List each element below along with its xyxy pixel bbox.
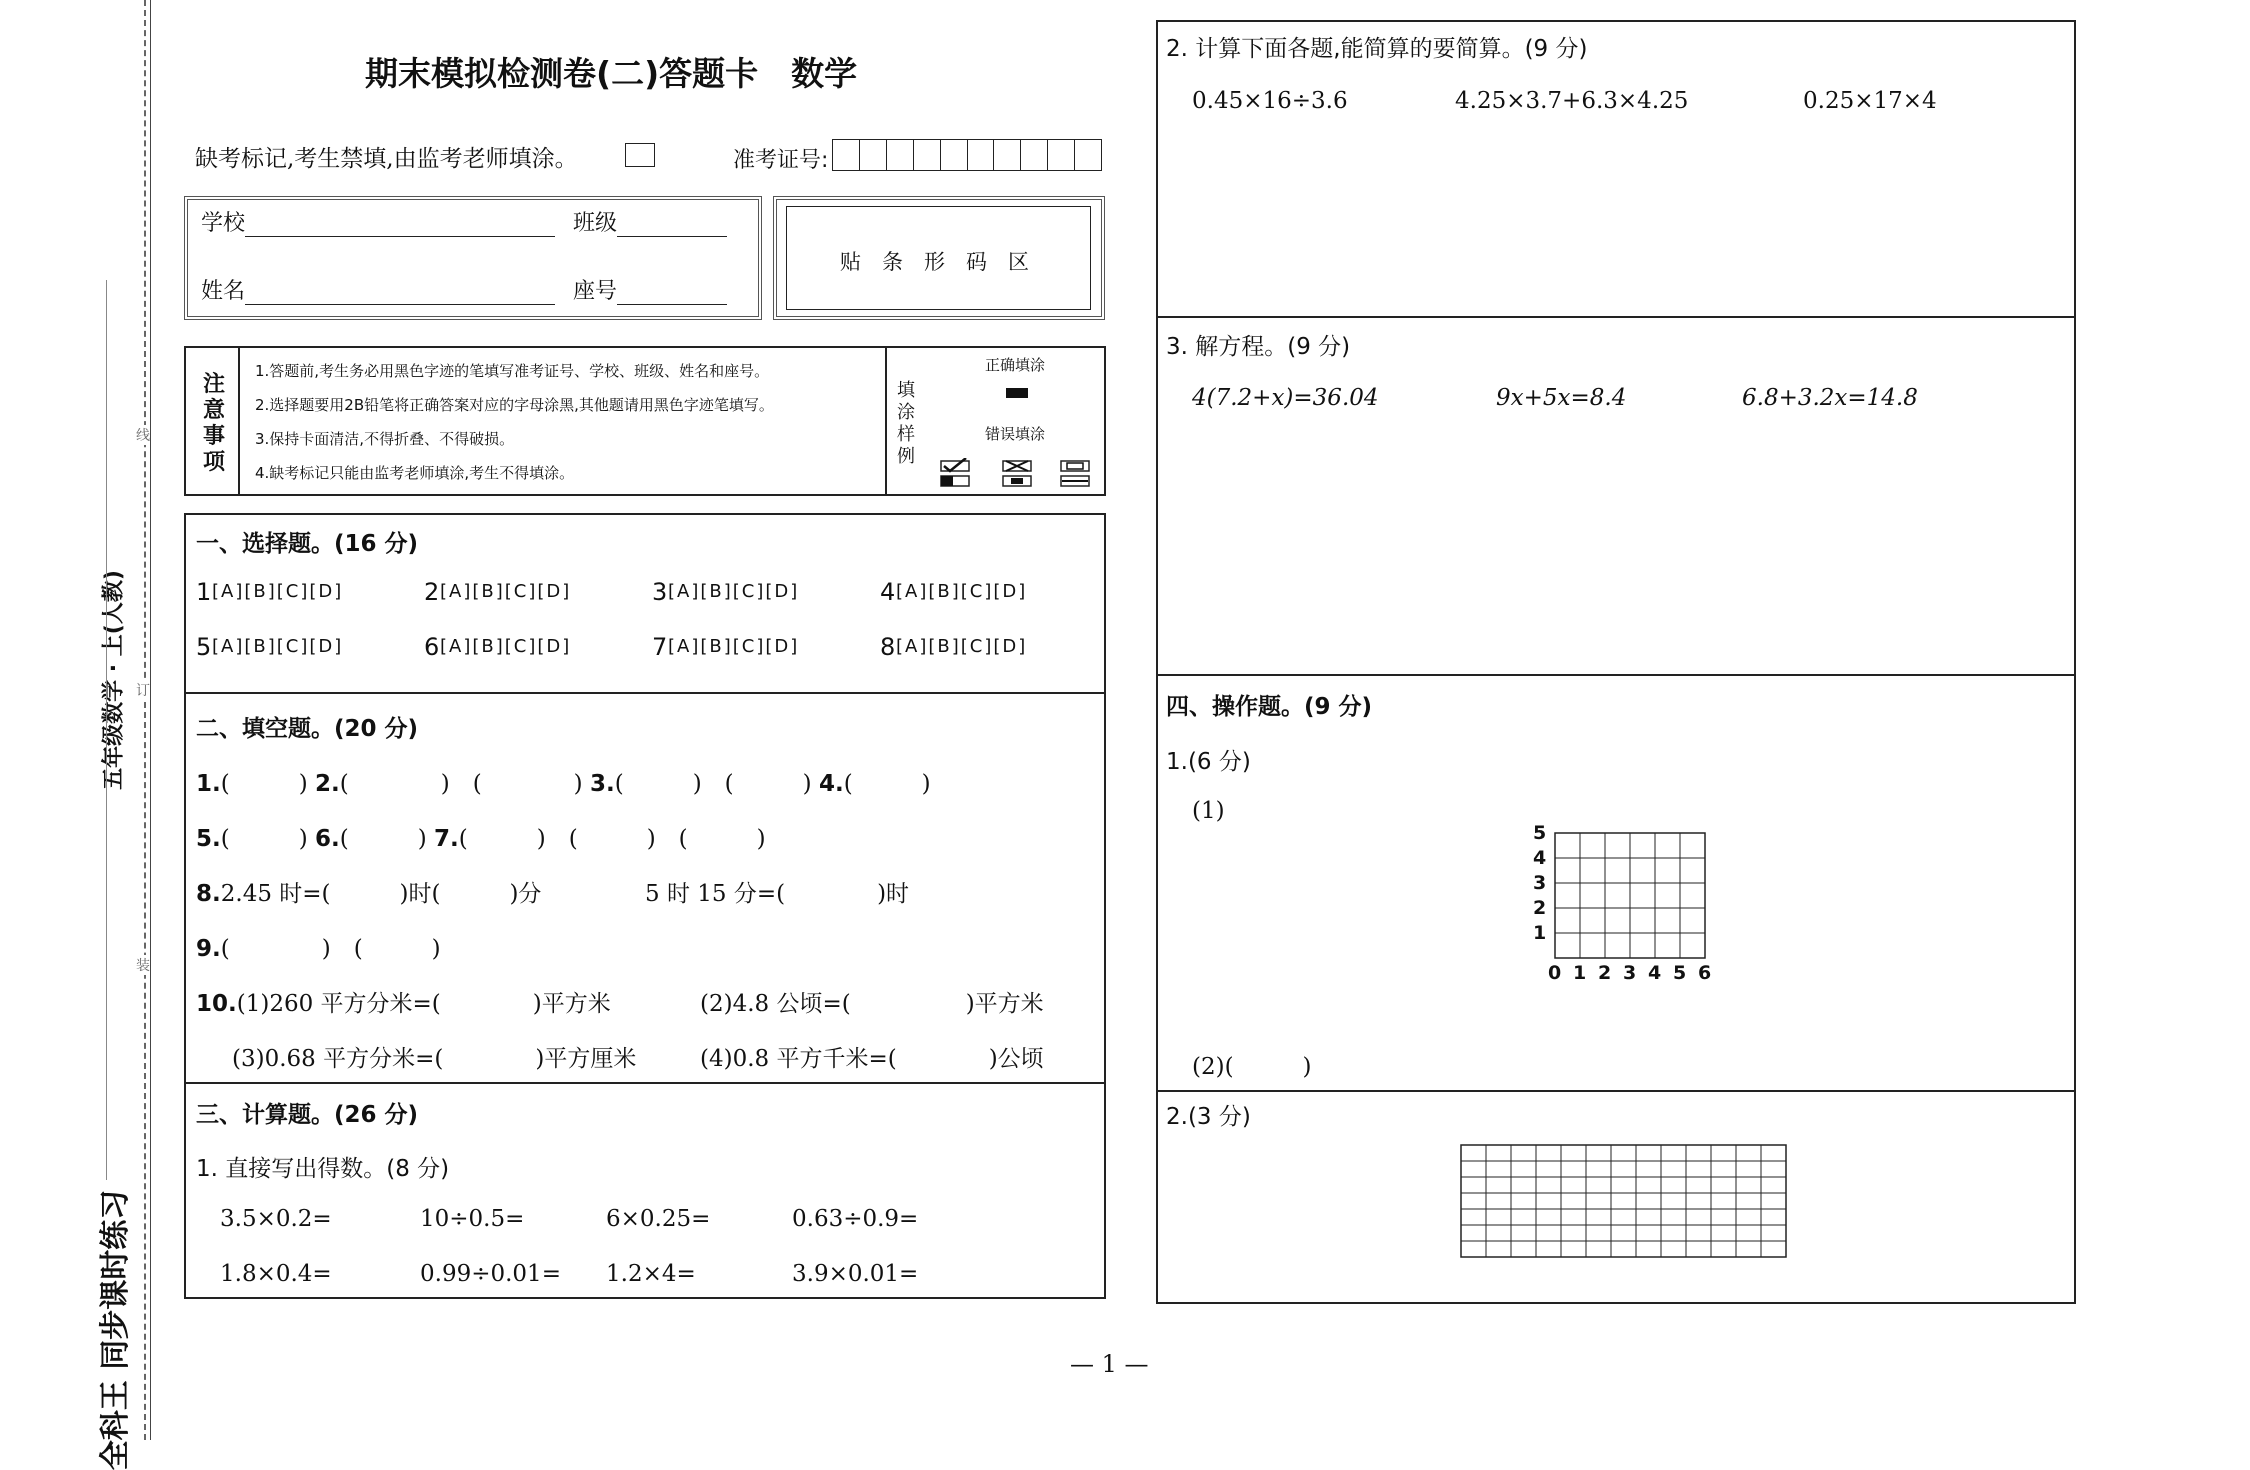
answer-blank[interactable]: ( ) ( ) (614, 771, 812, 797)
grid-x-label: 0 (1548, 962, 1562, 984)
q-number: 2. (315, 771, 340, 797)
choice-options[interactable]: [A][B][C][D] (212, 581, 344, 602)
equation-item[interactable]: 9x+5x=8.4 (1496, 385, 1627, 411)
exam-id-digit[interactable] (994, 140, 1021, 170)
answer-blank[interactable]: (2)4.8 公顷=( )平方米 (700, 991, 1044, 1017)
section-divider (1156, 316, 2076, 318)
fill-row-6 (232, 1040, 636, 1073)
calc-item[interactable]: 0.99÷0.01= (420, 1261, 561, 1287)
q-number: 10. (196, 991, 237, 1017)
exam-id-digit[interactable] (941, 140, 968, 170)
fill-sample-divider (885, 346, 887, 496)
seat-label: 座号 (573, 279, 618, 304)
class-label: 班级 (573, 211, 618, 236)
grid-x-label: 5 (1673, 962, 1687, 984)
right-q2-title: 2. 计算下面各题,能简算的要简算。(9 分) (1166, 36, 1588, 62)
fill-row-3 (196, 875, 541, 908)
fill-row-5b (700, 985, 1044, 1018)
calc-item[interactable]: 1.2×4= (606, 1261, 696, 1287)
grid-y-label: 1 (1533, 922, 1547, 944)
grid-x-label: 4 (1648, 962, 1662, 984)
exam-id-digit[interactable] (833, 140, 860, 170)
equation-item[interactable]: 4(7.2+x)=36.04 (1192, 385, 1379, 411)
page-number: — 1 — (1070, 1350, 1149, 1378)
binding-solid-line (150, 0, 151, 1440)
q41-part2[interactable]: (2)( ) (1192, 1054, 1312, 1080)
notice-item: 2.选择题要用2B铅笔将正确答案对应的字母涂黑,其他题请用黑色字迹笔填写。 (255, 396, 774, 414)
exam-id-label: 准考证号: (733, 148, 829, 173)
exam-id-digit[interactable] (914, 140, 941, 170)
grid-x-label: 1 (1573, 962, 1587, 984)
notice-item: 3.保持卡面清洁,不得折叠、不得破损。 (255, 430, 515, 448)
right-answer-box (1156, 20, 2076, 1304)
section-divider (184, 1082, 1106, 1084)
seat-field[interactable] (573, 274, 727, 305)
binding-mark-ding: 订 (136, 680, 150, 700)
absent-note: 缺考标记,考生禁填,由监考老师填涂。 (195, 146, 578, 172)
answer-blank[interactable]: ( ) (339, 826, 427, 852)
fill-row-5 (196, 985, 611, 1018)
section2-title: 二、填空题。(20 分) (196, 716, 419, 742)
choice-number: 4 (880, 578, 896, 606)
exam-id-digit[interactable] (1048, 140, 1075, 170)
choice-number: 7 (652, 633, 668, 661)
spine-subject-label: 五年级数学 · 上(人教) (101, 570, 127, 790)
exam-id-boxes[interactable] (832, 139, 1102, 171)
drawing-grid[interactable] (1460, 1144, 1787, 1259)
answer-blank[interactable]: ( ) ( ) (339, 771, 583, 797)
q-number: 1. (196, 771, 221, 797)
q-number: 5. (196, 826, 221, 852)
answer-blank[interactable]: ( ) (220, 826, 308, 852)
barcode-label: 贴 条 形 码 区 (840, 250, 1029, 274)
grid-y-label: 4 (1533, 847, 1547, 869)
choice-number: 8 (880, 633, 896, 661)
choice-options[interactable]: [A][B][C][D] (440, 581, 572, 602)
absent-mark-box[interactable] (625, 143, 655, 167)
choice-options[interactable]: [A][B][C][D] (668, 581, 800, 602)
fill-row-6b (700, 1040, 1044, 1073)
choice-options[interactable]: [A][B][C][D] (896, 636, 1028, 657)
choice-row-2 (196, 633, 1096, 663)
calc-item[interactable]: 0.63÷0.9= (792, 1206, 919, 1232)
calc-item[interactable]: 3.9×0.01= (792, 1261, 919, 1287)
correct-fill-label: 正确填涂 (985, 356, 1046, 374)
answer-blank[interactable]: (3)0.68 平方分米=( )平方厘米 (232, 1046, 637, 1072)
choice-number: 3 (652, 578, 668, 606)
simplify-item[interactable]: 0.45×16÷3.6 (1192, 88, 1348, 114)
exam-id-digit[interactable] (968, 140, 995, 170)
grid-x-label: 2 (1598, 962, 1612, 984)
fill-row-1 (196, 765, 931, 798)
q-number: 6. (315, 826, 340, 852)
notice-item: 1.答题前,考生务必用黑色字迹的笔填写准考证号、学校、班级、姓名和座号。 (255, 362, 770, 380)
answer-blank[interactable]: ( ) ( ) (220, 936, 441, 962)
answer-blank[interactable]: (1)260 平方分米=( )平方米 (236, 991, 611, 1017)
fill-row-2 (196, 820, 766, 853)
q-number: 9. (196, 936, 221, 962)
section3-sub1: 1. 直接写出得数。(8 分) (196, 1156, 450, 1182)
exam-id-digit[interactable] (860, 140, 887, 170)
section3-title: 三、计算题。(26 分) (196, 1102, 419, 1128)
grid-y-label: 5 (1533, 822, 1547, 844)
answer-blank[interactable]: 2.45 时=( )时( )分 (220, 881, 542, 907)
fill-sample-title: 填涂样例 (897, 380, 915, 467)
q41-title: 1.(6 分) (1166, 749, 1251, 775)
wrong-fill-samples (940, 458, 1095, 496)
section-divider (1156, 674, 2076, 676)
section1-title: 一、选择题。(16 分) (196, 531, 419, 557)
answer-blank[interactable]: (4)0.8 平方千米=( )公顷 (700, 1046, 1044, 1072)
name-label: 姓名 (201, 279, 246, 304)
choice-row-1 (196, 578, 1096, 608)
school-label: 学校 (201, 211, 246, 236)
q-number: 4. (818, 771, 844, 797)
q-number: 7. (434, 826, 459, 852)
name-field[interactable] (201, 274, 555, 305)
answer-blank[interactable]: ( ) (220, 771, 308, 797)
notice-title: 注意事项 (202, 372, 225, 475)
choice-options[interactable]: [A][B][C][D] (440, 636, 572, 657)
binding-mark-xian: 线 (136, 425, 150, 445)
choice-number: 6 (424, 633, 440, 661)
grid-x-label: 3 (1623, 962, 1637, 984)
coordinate-grid[interactable] (1554, 832, 1706, 959)
school-field[interactable] (201, 206, 555, 237)
choice-number: 1 (196, 578, 212, 606)
grid-y-label: 2 (1533, 897, 1547, 919)
spine-rule (106, 280, 107, 1180)
exam-id-digit[interactable] (1021, 140, 1048, 170)
calc-item[interactable]: 3.5×0.2= (220, 1206, 332, 1232)
grid-x-label: 6 (1698, 962, 1712, 984)
grid-y-label: 3 (1533, 872, 1547, 894)
binding-dashed-line (144, 0, 146, 1440)
fill-row-4 (196, 930, 441, 963)
choice-number: 2 (424, 578, 440, 606)
correct-fill-sample (1006, 388, 1028, 398)
calc-item[interactable]: 10÷0.5= (420, 1206, 525, 1232)
q42-title: 2.(3 分) (1166, 1104, 1251, 1130)
choice-number: 5 (196, 633, 212, 661)
answer-blank[interactable]: ( ) ( ) ( ) (458, 826, 766, 852)
q41-part1: (1) (1192, 798, 1225, 824)
notice-item: 4.缺考标记只能由监考老师填涂,考生不得填涂。 (255, 464, 575, 482)
calc-item[interactable]: 1.8×0.4= (220, 1261, 332, 1287)
brand-logo: 全科王 同步课时练习 (98, 1189, 133, 1470)
binding-mark-zhuang: 装 (136, 955, 150, 975)
section4-title: 四、操作题。(9 分) (1166, 694, 1373, 720)
page-title: 期末模拟检测卷(二)答题卡 数学 (365, 54, 858, 93)
q-number: 3. (589, 771, 615, 797)
choice-options[interactable]: [A][B][C][D] (896, 581, 1028, 602)
answer-blank[interactable]: ( ) (843, 771, 931, 797)
class-field[interactable] (573, 206, 727, 237)
wrong-fill-label: 错误填涂 (985, 425, 1046, 443)
calc-item[interactable]: 6×0.25= (606, 1206, 711, 1232)
exam-id-digit[interactable] (1075, 140, 1101, 170)
simplify-item[interactable]: 0.25×17×4 (1803, 88, 1937, 114)
right-q3-title: 3. 解方程。(9 分) (1166, 334, 1351, 360)
section-divider (184, 692, 1106, 694)
answer-blank[interactable]: 5 时 15 分=( )时 (645, 881, 910, 907)
fill-row-3b (645, 875, 909, 908)
simplify-item[interactable]: 4.25×3.7+6.3×4.25 (1455, 88, 1689, 114)
notice-title-divider (238, 346, 240, 496)
equation-item[interactable]: 6.8+3.2x=14.8 (1742, 385, 1918, 411)
exam-id-digit[interactable] (887, 140, 914, 170)
q-number: 8. (196, 881, 221, 907)
choice-options[interactable]: [A][B][C][D] (668, 636, 800, 657)
choice-options[interactable]: [A][B][C][D] (212, 636, 344, 657)
section-divider (1156, 1090, 2076, 1092)
